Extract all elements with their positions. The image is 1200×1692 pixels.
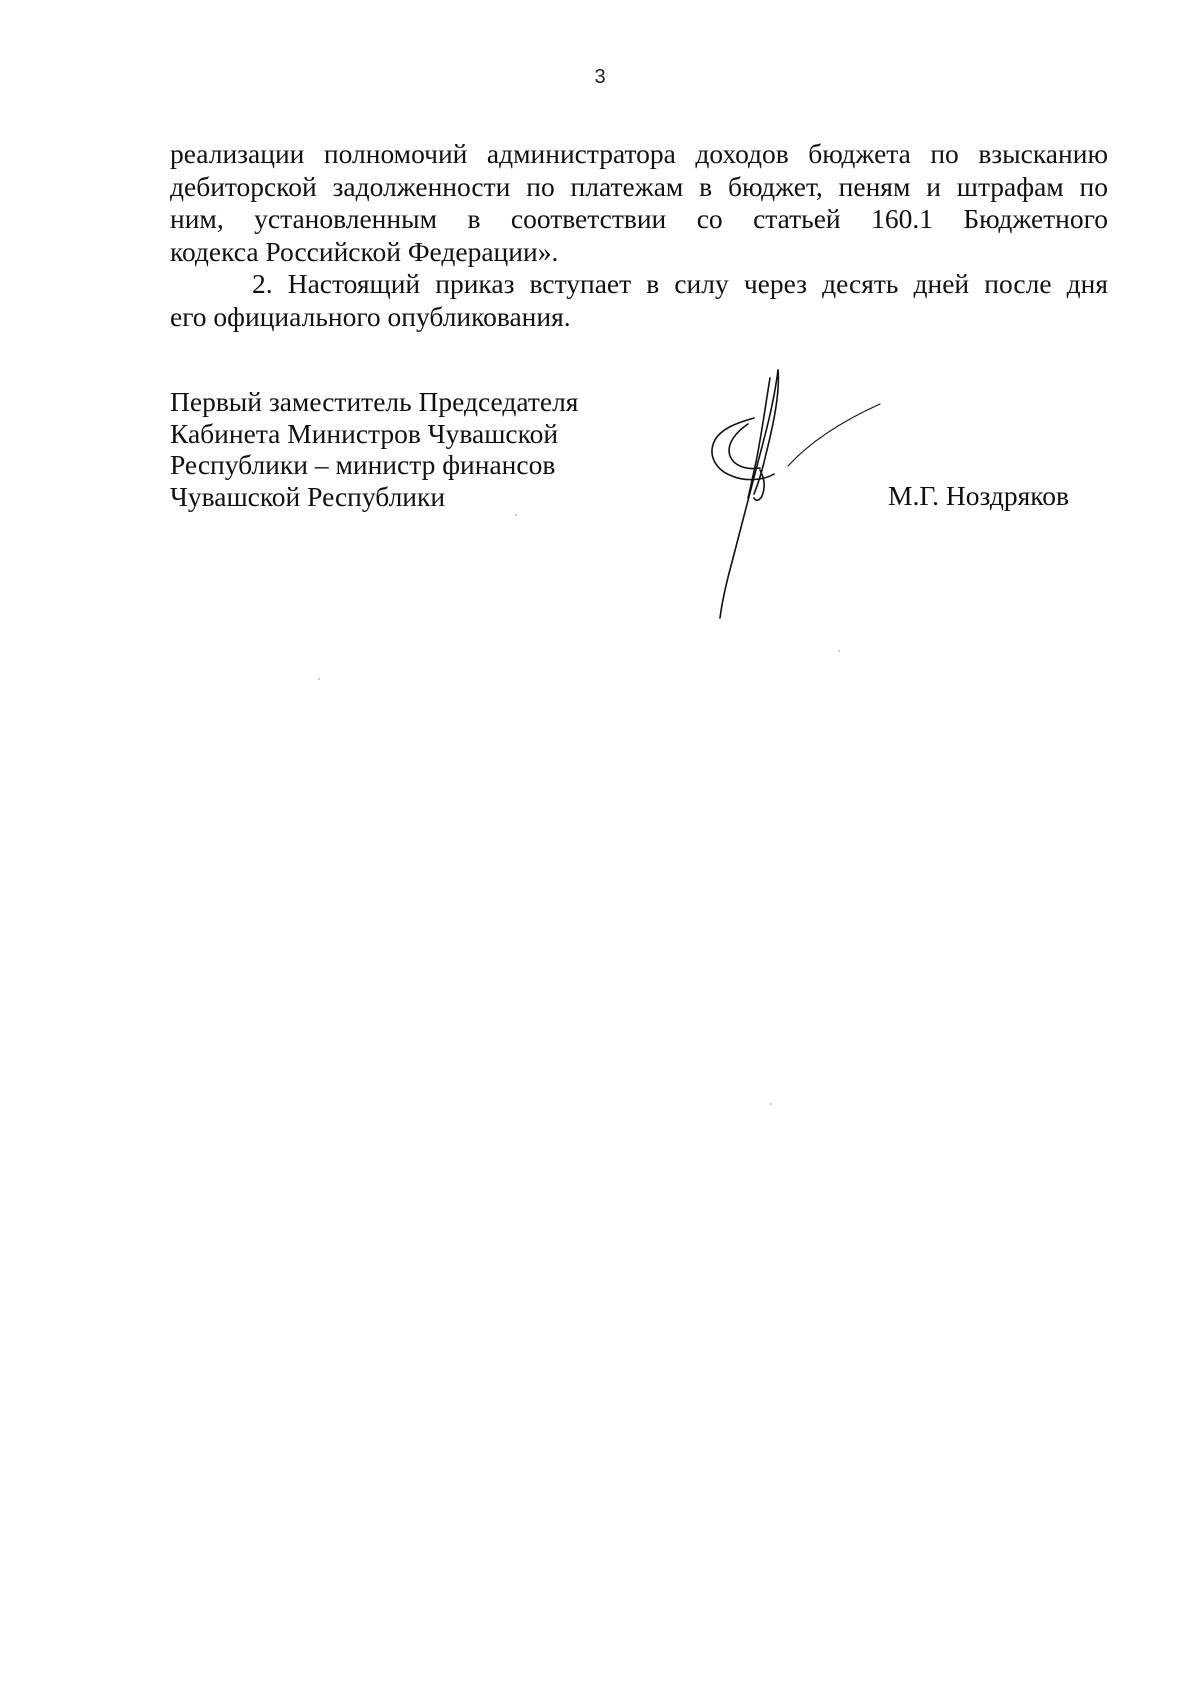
signatory-name: М.Г. Ноздряков [888,480,1069,511]
signatory-position-line-2: Кабинета Министров Чувашской [170,417,559,449]
scan-speck [515,514,517,516]
document-body [170,138,1108,333]
paragraph-1-line-3: ним, установленным в соответствии со статьей 160.1 Бюджетного [170,203,1108,234]
scan-speck [770,1103,772,1105]
signatory-position [170,386,578,512]
page-number: 3 [594,66,606,88]
paragraph-1-line-4: кодекса Российской Федерации». [170,235,559,267]
signatory-position-line-4: Чувашской Республики [170,480,446,512]
paragraph-1-line-1: реализации полномочий администратора доходов бюджета по взысканию [170,138,1108,169]
signatory-position-line-1: Первый заместитель Председателя [170,386,579,417]
scan-speck [838,650,840,652]
paragraph-1-line-2: дебиторской задолженности по платежам в бюджет, пеням и штрафам по [170,170,1108,202]
paragraph-2-line-1: 2. Настоящий приказ вступает в силу через десять дней после дня [252,268,1108,299]
scan-speck [318,678,320,680]
signatory-position-line-3: Республики – министр финансов [170,449,556,480]
paragraph-2-line-2: его официального опубликования. [170,300,571,332]
handwritten-signature [670,362,890,632]
